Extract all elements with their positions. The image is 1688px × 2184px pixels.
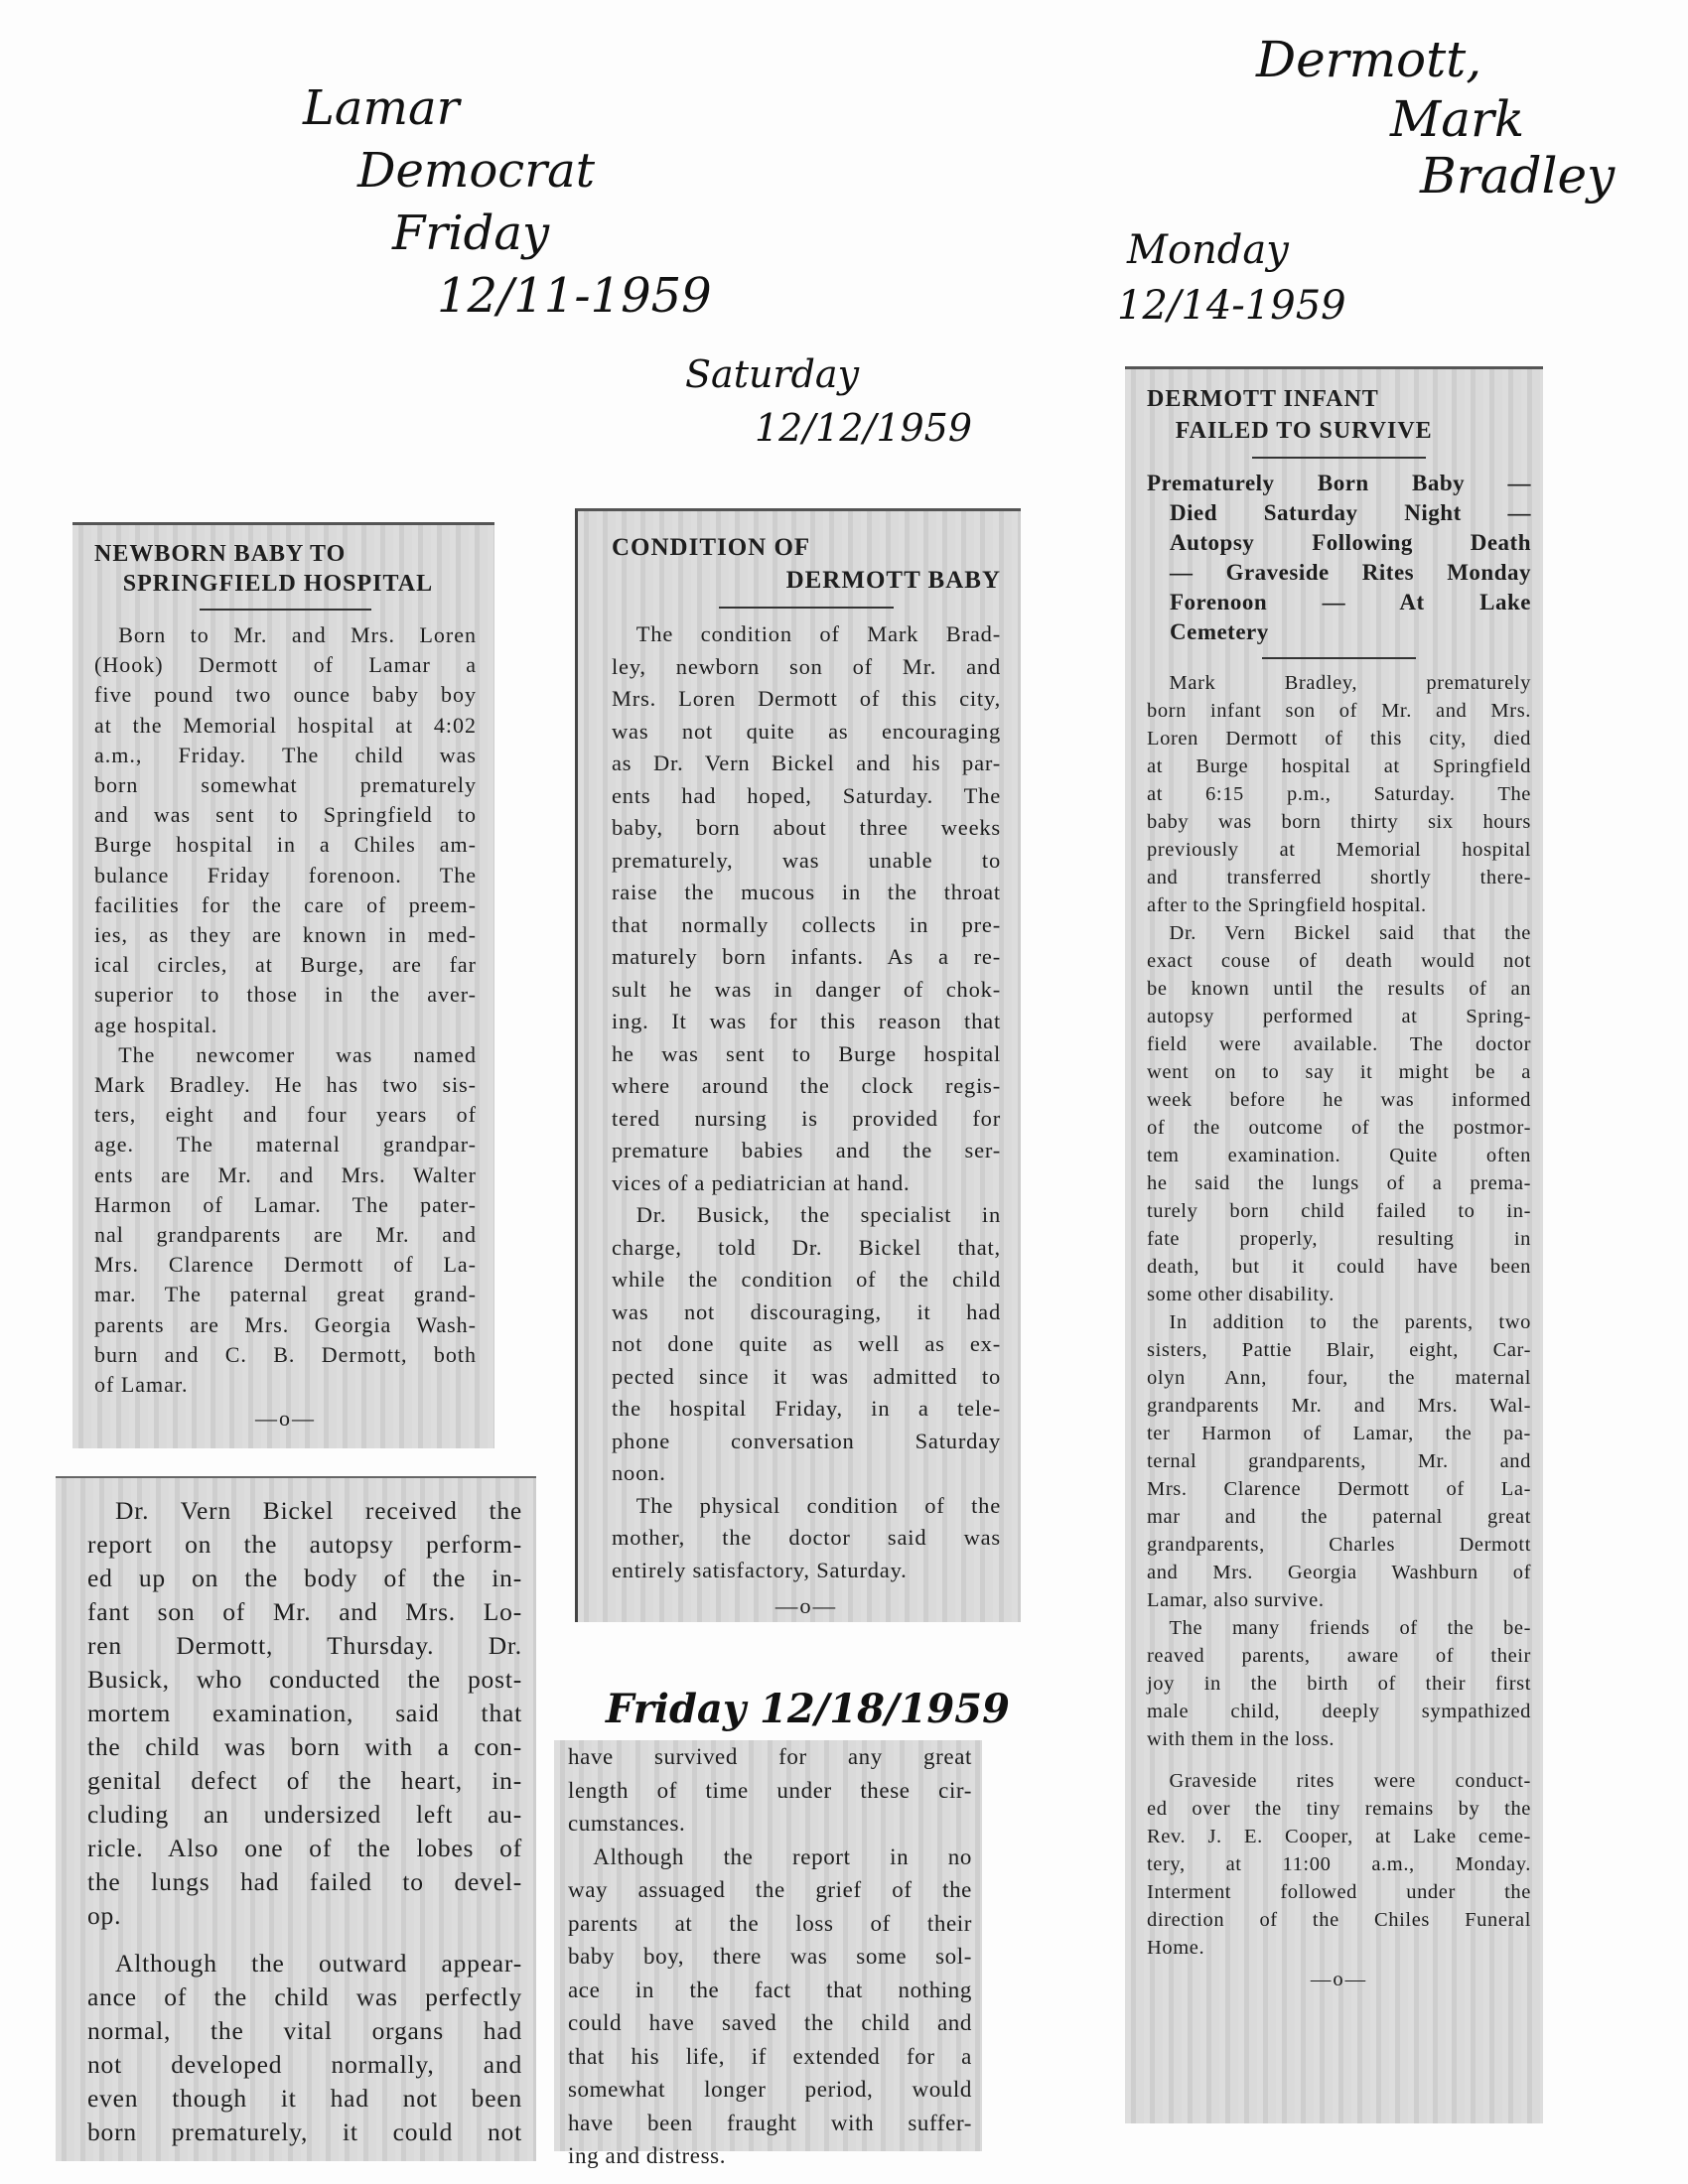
text-line: Mrs. Loren Dermott of this city, [612,686,1001,711]
subheadline-line: Cemetery [1170,619,1269,644]
note-line: Democrat [357,143,596,199]
text-line: ed up on the body of the in- [87,1564,522,1592]
text-line: field were available. The doctor [1147,1033,1531,1055]
text-line: male child, deeply sympathized [1147,1701,1531,1722]
text-line: maturely born infants. As a re- [612,944,1001,969]
headline-line: SPRINGFIELD HOSPITAL [122,571,434,597]
clipping-newborn-baby [72,522,494,1448]
text-line: fant son of Mr. and Mrs. Lo- [87,1597,522,1626]
text-line: pected since it was admitted to [612,1363,1001,1389]
text-line: week before he was informed [1147,1089,1531,1111]
text-line: ter Harmon of Lamar, the pa- [1147,1423,1531,1444]
end-mark: —o— [774,1593,838,1618]
text-line: ents had hoped, Saturday. The [612,782,1001,808]
note-line: 12/11-1959 [437,268,712,324]
text-line: at the Memorial hospital at 4:02 [94,712,477,738]
subheadline-line: — Graveside Rites Monday [1170,560,1531,585]
note-line: Bradley [1420,147,1616,205]
end-mark: —o— [1310,1969,1368,1990]
text-line: not developed normally, and [87,2050,522,2079]
text-line: Mrs. Clarence Dermott of La- [94,1252,477,1278]
text-line: the lungs had failed to devel- [87,1867,522,1896]
end-mark: —o— [255,1406,316,1432]
note-line: Dermott, [1256,31,1482,88]
text-line: cumstances. [568,1811,686,1836]
clipping-autopsy-report [56,1476,536,2161]
text-line: while the condition of the child [612,1267,1001,1292]
text-line: Although the report in no [593,1843,972,1869]
text-line: parents at the loss of their [568,1910,972,1936]
text-line: not done quite as well as ex- [612,1331,1001,1356]
text-line: op. [87,1901,122,1930]
text-line: went on to say it might be a [1147,1061,1531,1083]
text-line: that his life, if extended for a [568,2043,972,2069]
text-line: ternal grandparents, Mr. and [1147,1450,1531,1472]
text-line: length of time under these cir- [568,1777,972,1803]
paragraph [1147,1767,1531,1962]
text-line: ters, eight and four years of [94,1102,477,1128]
headline-rule [1252,457,1425,459]
headline-line: DERMOTT BABY [785,567,1001,594]
paragraph [612,618,1001,1199]
text-line: grandparents Mr. and Mrs. Wal- [1147,1395,1531,1417]
text-line: Busick, who conducted the post- [87,1665,522,1694]
text-line: where around the clock regis- [612,1073,1001,1098]
text-line: The condition of Mark Brad- [635,621,1001,646]
text-line: death, but it could have been [1147,1256,1531,1278]
text-line: autopsy performed at Spring- [1147,1006,1531,1027]
paragraph [1147,669,1531,919]
text-line: and was sent to Springfield to [94,802,477,828]
clipping-autopsy-report-continued [554,1740,982,2168]
paragraph [568,1740,972,1841]
text-line: Born to Mr. and Mrs. Loren [118,622,477,647]
text-line: previously at Memorial hospital [1147,839,1531,861]
text-line: of the outcome of the postmor- [1147,1117,1531,1139]
paragraph [94,1040,477,1400]
text-line: ies, as they are known in med- [94,922,477,948]
text-line: superior to those in the aver- [94,982,477,1008]
headline-line: CONDITION OF [612,534,811,561]
text-line: ed over the tiny remains by the [1147,1798,1531,1820]
text-line: fate properly, resulting in [1147,1228,1531,1250]
subheadline-line: Died Saturday Night — [1170,500,1531,525]
note-line: Lamar [303,80,460,136]
clipping-condition-of-baby [575,508,1021,1622]
text-line: nal grandparents are Mr. and [94,1222,477,1248]
text-line: a.m., Friday. The child was [94,742,477,767]
text-line: Dr. Vern Bickel received the [115,1496,522,1525]
text-line: ing. It was for this reason that [612,1009,1001,1033]
text-line: ren Dermott, Thursday. Dr. [87,1631,522,1660]
note-line: Monday [1127,227,1289,273]
text-line: Mark Bradley, prematurely [1169,672,1531,694]
text-line: was not quite as encouraging [612,718,1001,744]
text-line: Home. [1147,1937,1205,1959]
paragraph [1147,919,1531,1308]
text-line: tem examination. Quite often [1147,1145,1531,1166]
text-line: was not discouraging, it had [612,1298,1001,1324]
text-line: burn and C. B. Dermott, both [94,1341,477,1367]
text-line: ace in the fact that nothing [568,1977,972,2002]
text-line: The many friends of the be- [1169,1617,1531,1639]
text-line: mortem examination, said that [87,1699,522,1727]
text-line: bulance Friday forenoon. The [94,862,477,887]
text-line: ance of the child was perfectly [87,1982,522,2011]
paragraph [568,1841,972,2173]
text-line: olyn Ann, four, the maternal [1147,1367,1531,1389]
text-line: Although the outward appear- [115,1949,522,1978]
text-line: at Burge hospital at Springfield [1147,755,1531,777]
text-line: and Mrs. Georgia Washburn of [1147,1562,1531,1583]
text-line: with them in the loss. [1147,1728,1336,1750]
text-line: mar and the paternal great [1147,1506,1531,1528]
text-line: ley, newborn son of Mr. and [612,653,1001,679]
headline-rule [719,607,894,609]
text-line: way assuaged the grief of the [568,1877,972,1902]
text-line: baby was born thirty six hours [1147,811,1531,833]
text-line: after to the Springfield hospital. [1147,894,1427,916]
text-line: prematurely, was unable to [612,847,1001,873]
paragraph [87,1947,522,2149]
text-line: age hospital. [94,1012,218,1037]
text-line: five pound two ounce baby boy [94,682,477,708]
text-line: parents are Mrs. Georgia Wash- [94,1311,477,1337]
headline-rule [200,609,371,611]
text-line: raise the mucous in the throat [612,880,1001,904]
text-line: Mrs. Clarence Dermott of La- [1147,1478,1531,1500]
text-line: Harmon of Lamar. The pater- [94,1191,477,1217]
note-line: Friday [392,205,550,261]
text-line: baby boy, there was some sol- [568,1944,972,1969]
text-line: mar. The paternal great grand- [94,1282,477,1307]
text-line: Interment followed under the [1147,1881,1531,1903]
text-line: and transferred shortly there- [1147,867,1531,888]
text-line: as Dr. Vern Bickel and his par- [612,751,1001,775]
text-line: Lamar, also survive. [1147,1589,1325,1611]
text-line: turely born child failed to in- [1147,1200,1531,1222]
text-line: could have saved the child and [568,2010,972,2035]
paragraph [612,1199,1001,1490]
text-line: exact couse of death would not [1147,950,1531,972]
paragraph [1147,1614,1531,1753]
text-line: The physical condition of the [635,1492,1001,1518]
text-line: genital defect of the heart, in- [87,1766,522,1795]
text-line: have been fraught with suffer- [568,2110,972,2135]
text-line: the child was born with a con- [87,1732,522,1761]
headline-line: DERMOTT INFANT [1147,386,1379,412]
note-line: Saturday [685,352,860,396]
text-line: Loren Dermott of this city, died [1147,728,1531,750]
text-line: he said the lungs of a prema- [1147,1172,1531,1194]
text-line: that normally collects in pre- [612,911,1001,937]
paragraph [1147,1308,1531,1614]
subheadline-line: Forenoon — At Lake [1170,590,1531,614]
text-line: baby, born about three weeks [612,815,1001,840]
text-line: direction of the Chiles Funeral [1147,1909,1531,1931]
text-line: Graveside rites were conduct- [1169,1770,1531,1792]
text-line: born somewhat prematurely [94,772,477,798]
text-line: some other disability. [1147,1284,1335,1305]
text-line: Rev. J. E. Cooper, at Lake ceme- [1147,1826,1531,1847]
text-line: (Hook) Dermott of Lamar a [94,652,477,678]
headline-line: NEWBORN BABY TO [94,541,347,567]
clipping-infant-failed-to-survive [1125,366,1543,2123]
subhead-rule [1262,657,1416,659]
paragraph [94,620,477,1040]
text-line: ing and distress. [568,2143,727,2168]
note-line: Mark [1390,90,1525,148]
text-line: age. The maternal grandpar- [94,1132,477,1158]
text-line: report on the autopsy perform- [87,1530,522,1559]
text-line: ents are Mr. and Mrs. Walter [94,1161,477,1187]
text-line: charge, told Dr. Bickel that, [612,1234,1001,1260]
text-line: even though it had not been [87,2084,522,2113]
text-line: of Lamar. [94,1372,189,1398]
text-line: tery, at 11:00 a.m., Monday. [1147,1853,1531,1875]
note-line: 12/12/1959 [755,406,973,450]
text-line: entirely satisfactory, Saturday. [612,1557,908,1582]
subheadline-line: Prematurely Born Baby — [1147,471,1531,495]
subheadline-line: Autopsy Following Death [1170,530,1531,555]
text-line: ricle. Also one of the lobes of [87,1834,522,1862]
text-line: Dr. Vern Bickel said that the [1169,922,1531,944]
text-line: cluding an undersized left au- [87,1800,522,1829]
text-line: vices of a pediatrician at hand. [612,1169,911,1195]
text-line: sult he was in danger of chok- [612,976,1001,1002]
text-line: the hospital Friday, in a tele- [612,1396,1001,1421]
text-line: joy in the birth of their first [1147,1673,1531,1695]
text-line: noon. [612,1460,666,1485]
text-line: phone conversation Saturday [612,1428,1001,1453]
text-line: The newcomer was named [118,1041,477,1067]
handwritten-note-friday: Friday 12/18/1959 [606,1686,1010,1732]
text-line: he was sent to Burge hospital [612,1040,1001,1066]
text-line: sisters, Pattie Blair, eight, Car- [1147,1339,1531,1361]
text-line: somewhat longer period, would [568,2077,972,2102]
text-line: born prematurely, it could not [87,2117,522,2146]
text-line: facilities for the care of preem- [94,891,477,917]
note-line: 12/14-1959 [1117,283,1346,329]
headline-line: FAILED TO SURVIVE [1175,418,1433,444]
paragraph [612,1490,1001,1587]
text-line: at 6:15 p.m., Saturday. The [1147,783,1531,805]
text-line: ical circles, at Burge, are far [94,952,477,978]
text-line: be known until the results of an [1147,978,1531,1000]
text-line: reaved parents, aware of their [1147,1645,1531,1667]
text-line: Dr. Busick, the specialist in [635,1202,1001,1227]
text-line: Burge hospital in a Chiles am- [94,832,477,858]
text-line: have survived for any great [568,1744,972,1769]
text-line: premature babies and the ser- [612,1138,1001,1162]
paragraph [87,1494,522,1933]
text-line: born infant son of Mr. and Mrs. [1147,700,1531,722]
text-line: Mark Bradley. He has two sis- [94,1072,477,1098]
text-line: grandparents, Charles Dermott [1147,1534,1531,1556]
text-line: tered nursing is provided for [612,1105,1001,1131]
text-line: mother, the doctor said was [612,1525,1001,1550]
text-line: In addition to the parents, two [1169,1311,1531,1333]
text-line: normal, the vital organs had [87,2016,522,2045]
